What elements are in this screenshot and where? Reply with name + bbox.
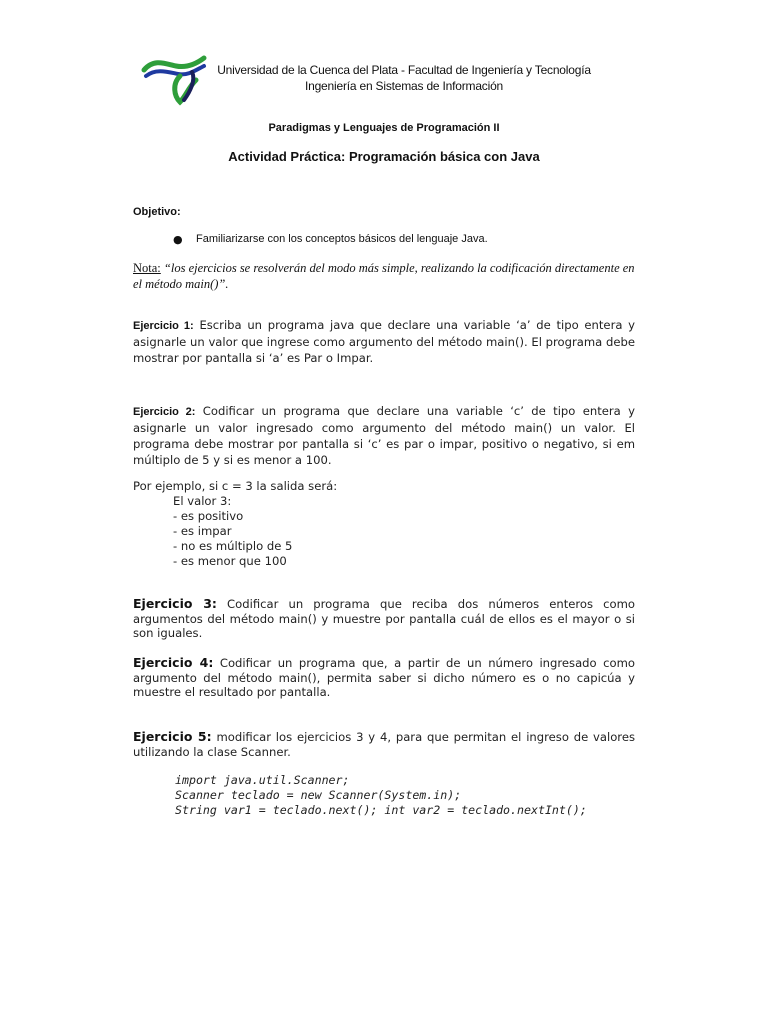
exercise-text: Escriba un programa java que declare una variable ‘a’ de tipo entera y asignarle un valor que ingrese como argumento del método main(). El programa debe mostrar por pantalla si ‘a’ es Par o Impar.	[133, 318, 636, 365]
code-snippet	[175, 773, 587, 818]
exercise-3	[133, 597, 635, 641]
university-logo	[140, 54, 208, 106]
example-intro: Por ejemplo, si c = 3 la salida será:	[133, 479, 338, 493]
code-line: String var1 = teclado.next(); int var2 = teclado.nextInt();	[175, 803, 587, 817]
exercise-title: Ejercicio 1:	[133, 320, 194, 332]
exercise-1	[133, 317, 635, 366]
exercise-text: Codificar un programa que, a partir de un número ingresado como argumento del método main(), permita saber si dicho número es o no capicúa y muestre el resultado por pantalla.	[133, 656, 635, 699]
note-label: Nota:	[133, 261, 161, 275]
example-line: - es impar	[173, 524, 232, 538]
exercise-title: Ejercicio 3:	[133, 596, 217, 611]
program-name: Ingeniería en Sistemas de Información	[304, 79, 504, 93]
subject-title: Paradigmas y Lenguajes de Programación II	[268, 122, 500, 134]
exercise-text: Codificar un programa que reciba dos números enteros como argumentos del método main() y muestre por pantalla cuál de ellos es el mayor o si son iguales.	[133, 597, 635, 640]
exercise-4	[133, 656, 635, 700]
university-name: Universidad de la Cuenca del Plata - Facultad de Ingeniería y Tecnología	[217, 63, 591, 77]
objective-item: Familiarizarse con los conceptos básicos del lenguaje Java.	[196, 233, 488, 245]
example-line: El valor 3:	[173, 494, 232, 508]
document-header	[214, 62, 594, 94]
objective-label: Objetivo:	[133, 206, 181, 218]
note	[133, 260, 638, 292]
exercise-title: Ejercicio 2:	[133, 406, 196, 418]
exercise-title: Ejercicio 5:	[133, 729, 212, 744]
code-line: Scanner teclado = new Scanner(System.in);	[175, 788, 462, 802]
example-line: - es menor que 100	[173, 554, 287, 568]
code-line: import java.util.Scanner;	[175, 773, 350, 787]
exercise-5	[133, 729, 635, 760]
exercise-title: Ejercicio 4:	[133, 655, 214, 670]
example-line: - no es múltiplo de 5	[173, 539, 293, 553]
exercise-2	[133, 403, 635, 468]
exercise-text: Codificar un programa que declare una variable ‘c’ de tipo entera y asignarle un valor ingresado como argumento del método main() un valor. El programa debe mostrar por pantalla si ‘c’ es par o impar, positivo o negativo, si em múltiplo de 5 y si es menor a 100.	[133, 404, 636, 467]
exercise-text: modificar los ejercicios 3 y 4, para que permitan el ingreso de valores utilizando la clase Scanner.	[133, 730, 635, 759]
note-text: “los ejercicios se resolverán del modo más simple, realizando la codificación directamente en el método main()”.	[133, 261, 635, 291]
activity-title: Actividad Práctica: Programación básica con Java	[228, 149, 540, 164]
example-output	[173, 494, 292, 569]
bullet-icon: ●	[173, 233, 183, 246]
example-line: - es positivo	[173, 509, 244, 523]
